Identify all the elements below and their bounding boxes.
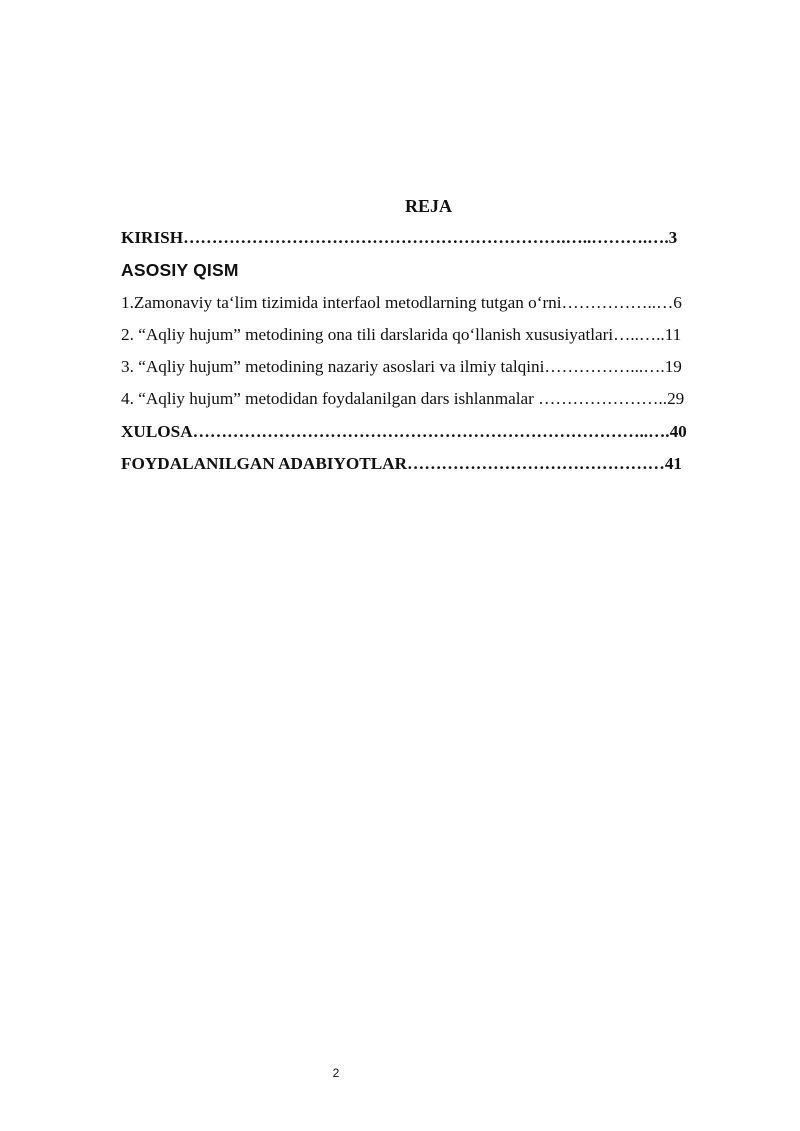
- toc-title: REJA: [404, 196, 452, 216]
- toc-entry-1: 1.Zamonaviy ta‘lim tizimida interfaol metodlarning tutgan o‘rni……………..…6: [121, 292, 682, 312]
- page-number: 2: [332, 1066, 340, 1080]
- toc-entry-3: 3. “Aqliy hujum” metodining nazariy asoslari va ilmiy talqini……………...….19: [121, 357, 682, 377]
- table-of-contents: [121, 192, 736, 480]
- toc-entry-kirish: KIRISH………………………………………………………….…..……….….3: [121, 228, 678, 247]
- toc-entry-2: 2. “Aqliy hujum” metodining ona tili darslarida qo‘llanish xususiyatlari…..…..11: [121, 324, 682, 344]
- toc-entry-xulosa: XULOSA……………………………………………………………………..….40: [121, 421, 687, 441]
- toc-entry-4: 4. “Aqliy hujum” metodidan foydalanilgan dars ishlanmalar …………………..29: [121, 389, 685, 409]
- toc-section-heading: ASOSIY QISM: [121, 260, 239, 281]
- toc-entry-adabiyotlar: FOYDALANILGAN ADABIYOTLAR………………………………………41: [121, 454, 683, 474]
